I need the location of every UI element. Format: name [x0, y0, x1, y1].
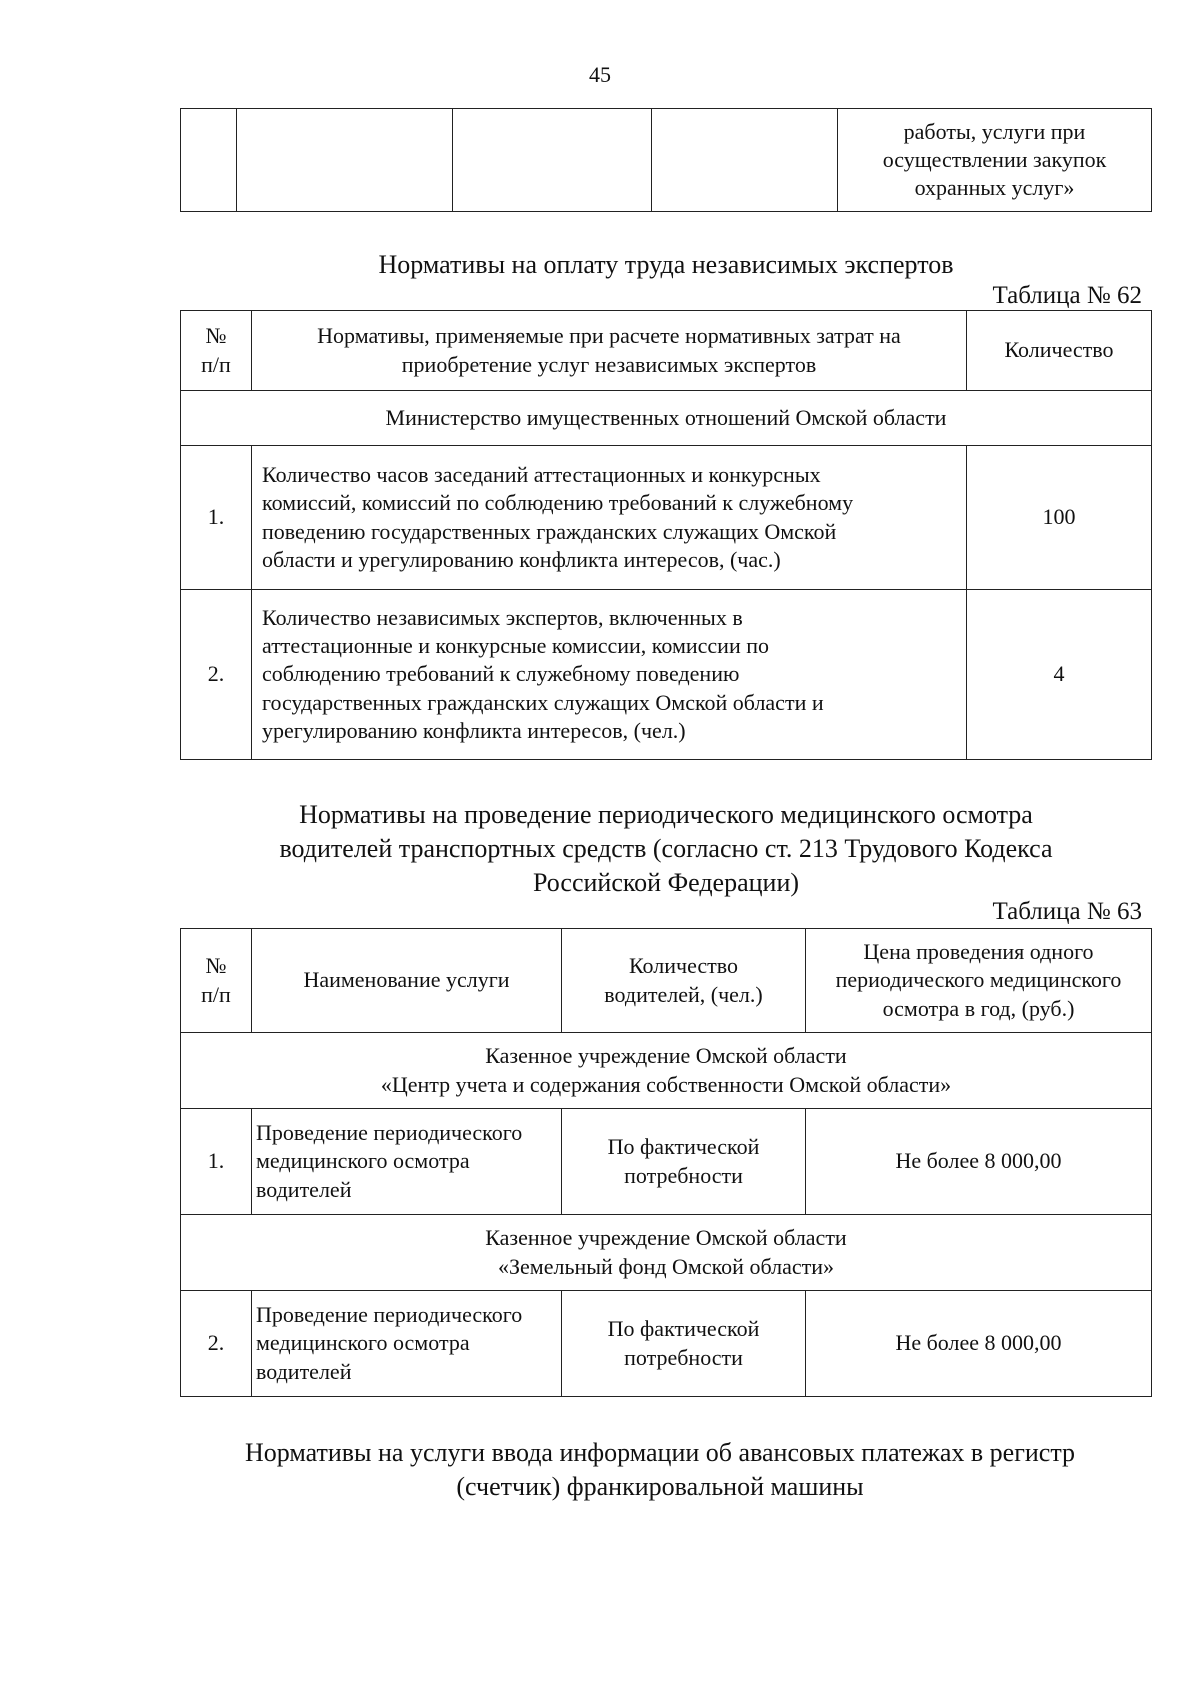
- row-num: 2.: [181, 590, 252, 760]
- header-drivers-line: Количество: [628, 953, 739, 979]
- row-text-line: Количество часов заседаний аттестационных и конкурсных: [262, 462, 821, 488]
- group-title-line: «Земельный фонд Омской области»: [498, 1253, 834, 1279]
- table-63-group-row: [181, 1033, 1152, 1109]
- row-service: [252, 1109, 562, 1215]
- empty-cell: [652, 109, 838, 212]
- group-title-line: Казенное учреждение Омской области: [485, 1043, 847, 1069]
- continuation-text-cell: [838, 109, 1152, 212]
- empty-cell: [181, 109, 237, 212]
- section-63-heading-line: Нормативы на проведение периодического медицинского осмотра: [299, 800, 1033, 829]
- row-text: [252, 590, 967, 760]
- table-62: [180, 310, 1152, 760]
- header-price-line: периодического медицинского: [835, 967, 1122, 993]
- header-drivers: [562, 929, 806, 1033]
- section-63-heading-line: водителей транспортных средств (согласно ст. 213 Трудового Кодекса: [279, 833, 1053, 863]
- row-drivers-line: По фактической: [607, 1316, 760, 1342]
- header-num-line: №: [205, 953, 227, 979]
- row-service-line: водителей: [256, 1358, 352, 1384]
- header-norm-line: приобретение услуг независимых экспертов: [401, 351, 817, 377]
- row-service-line: медицинского осмотра: [256, 1330, 470, 1356]
- row-qty: 4: [967, 590, 1152, 760]
- row-drivers-line: потребности: [624, 1162, 743, 1188]
- section-64-heading-line: Нормативы на услуги ввода информации об авансовых платежах в регистр: [244, 1438, 1076, 1467]
- header-service: Наименование услуги: [252, 929, 562, 1033]
- header-norm: [252, 311, 967, 391]
- table-62-header-row: [181, 311, 1152, 391]
- page-number: 45: [589, 62, 611, 87]
- table-63-label: Таблица № 63: [992, 898, 1142, 925]
- row-qty: 100: [967, 446, 1152, 590]
- row-service-line: Проведение периодического: [256, 1302, 523, 1328]
- table-row: [181, 446, 1152, 590]
- table-row: [181, 1109, 1152, 1215]
- header-num-line: п/п: [201, 351, 231, 377]
- row-drivers-line: По фактической: [607, 1134, 760, 1160]
- section-62-heading: Нормативы на оплату труда независимых экспертов: [378, 250, 954, 279]
- header-qty: Количество: [967, 311, 1152, 391]
- row-price: Не более 8 000,00: [806, 1109, 1152, 1215]
- header-price-line: Цена проведения одного: [863, 939, 1094, 965]
- header-num-line: п/п: [201, 981, 231, 1007]
- section-63-heading: [150, 798, 1182, 899]
- table-62-label: Таблица № 62: [992, 282, 1142, 309]
- group-title: [181, 1033, 1152, 1109]
- row-service-line: медицинского осмотра: [256, 1148, 470, 1174]
- section-64-heading: [120, 1436, 1200, 1504]
- row-text-line: урегулированию конфликта интересов, (чел.): [262, 717, 686, 743]
- row-text-line: комиссий, комиссий по соблюдению требований к служебному: [262, 490, 854, 516]
- group-title-line: «Центр учета и содержания собственности Омской области»: [380, 1071, 952, 1097]
- header-num: [181, 929, 252, 1033]
- header-num-line: №: [205, 323, 227, 349]
- row-num: 1.: [181, 1109, 252, 1215]
- continuation-text-line: осуществлении закупок: [882, 146, 1107, 172]
- row-drivers: [562, 1291, 806, 1397]
- empty-cell: [237, 109, 453, 212]
- row-text: [252, 446, 967, 590]
- row-num: 2.: [181, 1291, 252, 1397]
- row-text-line: Количество независимых экспертов, включенных в: [262, 605, 743, 631]
- row-drivers: [562, 1109, 806, 1215]
- row-text-line: аттестационные и конкурсные комиссии, комиссии по: [262, 633, 769, 659]
- table-63-group-row: [181, 1215, 1152, 1291]
- table-63-header-row: [181, 929, 1152, 1033]
- table-row: [181, 1291, 1152, 1397]
- continuation-text-line: работы, услуги при: [903, 118, 1086, 144]
- continuation-table: [180, 108, 1152, 212]
- empty-cell: [453, 109, 652, 212]
- section-64-heading-line: (счетчик) франкировальной машины: [456, 1471, 864, 1501]
- row-service: [252, 1291, 562, 1397]
- row-text-line: соблюдению требований к служебному поведению: [262, 661, 740, 687]
- table-62-group-row: [181, 391, 1152, 446]
- row-drivers-line: потребности: [624, 1344, 743, 1370]
- row-text-line: государственных гражданских служащих Омской области и: [262, 689, 824, 715]
- row-num: 1.: [181, 446, 252, 590]
- row-price: Не более 8 000,00: [806, 1291, 1152, 1397]
- row-service-line: Проведение периодического: [256, 1120, 523, 1146]
- continuation-text-line: охранных услуг»: [914, 175, 1075, 201]
- header-price-line: осмотра в год, (руб.): [882, 995, 1075, 1021]
- header-num: [181, 311, 252, 391]
- header-drivers-line: водителей, (чел.): [604, 981, 763, 1007]
- row-text-line: области и урегулированию конфликта интересов, (час.): [262, 546, 781, 572]
- group-title-line: Казенное учреждение Омской области: [485, 1225, 847, 1251]
- group-title: [181, 1215, 1152, 1291]
- row-service-line: водителей: [256, 1176, 352, 1202]
- table-row: [181, 590, 1152, 760]
- table-63: [180, 928, 1152, 1397]
- header-price: [806, 929, 1152, 1033]
- group-title: Министерство имущественных отношений Омской области: [181, 391, 1152, 446]
- section-63-heading-line: Российской Федерации): [532, 867, 800, 897]
- header-norm-line: Нормативы, применяемые при расчете нормативных затрат на: [317, 323, 901, 349]
- row-text-line: поведению государственных гражданских служащих Омской: [262, 518, 837, 544]
